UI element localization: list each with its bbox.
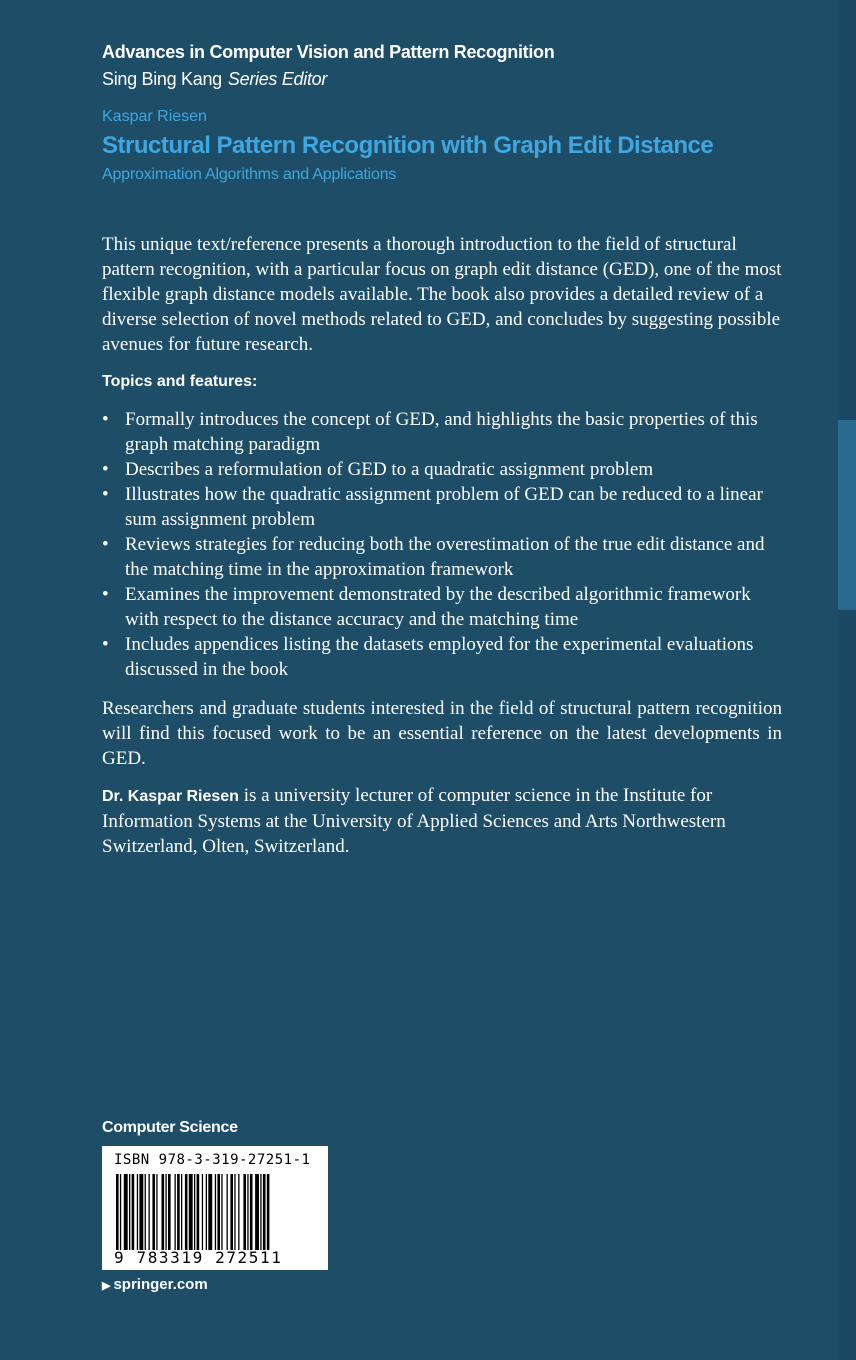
barcode-bar	[116, 1174, 119, 1250]
bullet-icon: •	[102, 584, 109, 605]
barcode-bar	[185, 1174, 188, 1250]
barcode-bar	[168, 1174, 171, 1250]
barcode-bar	[177, 1174, 180, 1250]
list-item-text: Formally introduces the concept of GED, and highlights the basic properties of this graph matching paradigm	[125, 409, 758, 455]
barcode-bar	[260, 1174, 261, 1250]
publisher-url: springer.com	[113, 1276, 208, 1293]
barcode-bar	[156, 1174, 157, 1250]
barcode-bar	[215, 1174, 216, 1250]
barcode-bar	[247, 1174, 248, 1250]
barcode-bar	[129, 1174, 130, 1250]
back-cover-content	[102, 42, 782, 859]
barcode-bar	[234, 1174, 235, 1250]
list-item-text: Describes a reformulation of GED to a quadratic assignment problem	[125, 459, 654, 480]
barcode-bar	[221, 1174, 222, 1250]
list-item	[102, 407, 782, 457]
subject-category: Computer Science	[102, 1119, 238, 1136]
barcode-bar	[149, 1174, 150, 1250]
bullet-icon: •	[102, 534, 109, 555]
arrow-right-icon: ▶	[102, 1280, 111, 1292]
bullet-icon: •	[102, 459, 109, 480]
list-item-text: Illustrates how the quadratic assignment problem of GED can be reduced to a linear sum assignment problem	[125, 484, 763, 530]
barcode-digits: 9 783319 272511	[114, 1248, 283, 1267]
barcode-bar	[243, 1174, 246, 1250]
isbn-label: ISBN 978-3-319-27251-1	[114, 1152, 311, 1168]
author-bio-name: Dr. Kaspar Riesen	[102, 788, 239, 805]
barcode-bar	[197, 1174, 200, 1250]
closing-paragraph: Researchers and graduate students interested in the field of structural pattern recognition will find this focused work to be an essential reference on the latest developments in GED.	[102, 698, 782, 769]
bullet-icon: •	[102, 634, 109, 655]
book-author: Kaspar Riesen	[102, 108, 207, 125]
list-item	[102, 532, 782, 582]
features-list	[102, 407, 782, 682]
bullet-icon: •	[102, 409, 109, 430]
series-editor-role: Series Editor	[227, 69, 328, 89]
barcode-bar	[238, 1174, 239, 1250]
barcode-bar	[206, 1174, 207, 1250]
isbn-barcode	[102, 1146, 328, 1270]
barcode-bar	[145, 1174, 146, 1250]
book-title: Structural Pattern Recognition with Graph Edit Distance	[102, 132, 714, 159]
barcode-bar	[189, 1174, 193, 1250]
barcode-bar	[255, 1174, 259, 1250]
barcode-bar	[202, 1174, 203, 1250]
barcode-bar	[230, 1174, 233, 1250]
author-bio-text: is a university lecturer of computer science in the Institute for Information Systems at the University of Applied Sciences and Arts Northwestern Switzerland, Olten, Switzerland.	[102, 785, 726, 857]
bullet-icon: •	[102, 484, 109, 505]
publisher-link[interactable]	[102, 1276, 208, 1293]
series-editor	[102, 69, 782, 90]
barcode-bar	[208, 1174, 212, 1250]
barcode-bar	[120, 1174, 121, 1250]
barcode-bars	[116, 1174, 316, 1250]
barcode-bar	[165, 1174, 166, 1250]
barcode-bar	[227, 1174, 228, 1250]
series-editor-name: Sing Bing Kang	[102, 69, 222, 89]
author-bio	[102, 783, 782, 859]
list-item-text: Includes appendices listing the datasets employed for the experimental evaluations discussed in the book	[125, 634, 754, 680]
list-item-text: Reviews strategies for reducing both the overestimation of the true edit distance and the matching time in the approximation framework	[125, 534, 765, 580]
topics-heading: Topics and features:	[102, 373, 258, 390]
barcode-bar	[132, 1174, 135, 1250]
barcode-bar	[124, 1174, 128, 1250]
barcode-bar	[194, 1174, 195, 1250]
barcode-bar	[250, 1174, 253, 1250]
list-item	[102, 457, 782, 482]
intro-paragraph: This unique text/reference presents a thorough introduction to the field of structural pattern recognition, with a particular focus on graph edit distance (GED), one of the most flexible graph distance models available. The book also provides a detailed review of a diverse selection of novel methods related to GED, and concludes by suggesting possible avenues for future research.	[102, 234, 782, 355]
barcode-bar	[162, 1174, 165, 1250]
barcode-bar	[217, 1174, 220, 1250]
list-item	[102, 482, 782, 532]
spine-highlight	[838, 420, 856, 610]
barcode-bar	[139, 1174, 143, 1250]
book-spine-edge	[838, 0, 856, 1360]
barcode-bar	[263, 1174, 266, 1250]
barcode-bar	[137, 1174, 138, 1250]
book-subtitle: Approximation Algorithms and Applications	[102, 166, 397, 183]
list-item	[102, 632, 782, 682]
list-item-text: Examines the improvement demonstrated by the described algorithmic framework with respect to the distance accuracy and the matching time	[125, 584, 751, 630]
barcode-bar	[175, 1174, 176, 1250]
list-item	[102, 582, 782, 632]
barcode-bar	[181, 1174, 182, 1250]
barcode-bar	[152, 1174, 155, 1250]
series-title: Advances in Computer Vision and Pattern Recognition	[102, 42, 555, 62]
barcode-bar	[267, 1174, 270, 1250]
